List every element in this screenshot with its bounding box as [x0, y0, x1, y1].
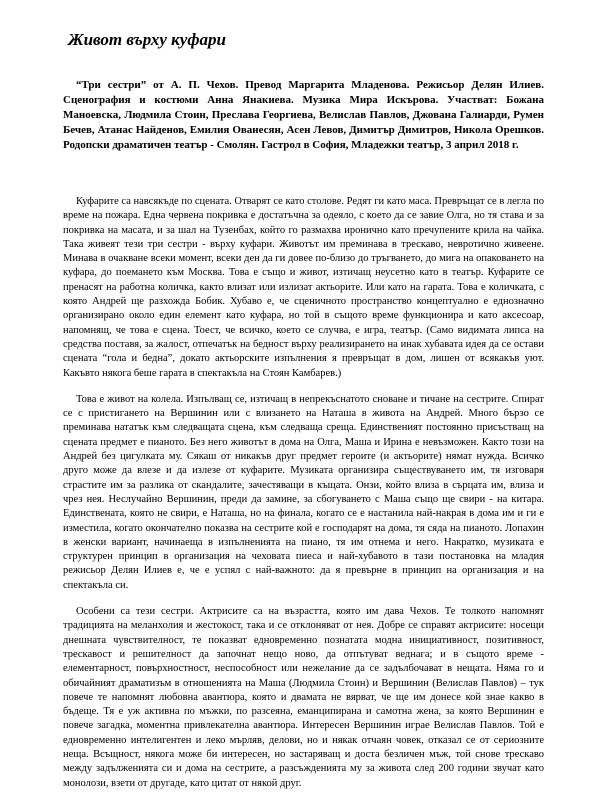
paragraph-2: Това е живот на колела. Изпълващ се, изтичащ в непрекъснатото сноване и тичане на сестрите. Спират се с пристигането на Вершинин или с влизането на Наташа в живота на Андрей. Много бързо се преминава нататък към следващата сцена, към следваща среща. Единственият постоянно присъстващ на сцената предмет е пианото. Без него животът в дома на Олга, Маша и Ирина е невъзможен. Както този на Андрей без цигулката му. Сякаш от никакъв друг предмет героите (и актьорите) нямат нужда. Всичко друго може да влезе и да излезе от куфарите. Музиката организира съществуването им, тя изговаря страстите им за разлика от скандалите, зачестяващи в къщата. Онзи, който влиза в сърцата им, влиза и чрез нея. Неслучайно Вершинин, преди да замине, за сбогуването с Маша също ще свири - на китара. Единствената, която не свири, е Наташа, но на финала, когато се е настанила най-накрая в дома им и ги е изместила, когато окончателно показва на сестрите кой е господарят на дома, тя сяда на пианото. Лопахин в женски вариант, начинаеща в изпълненията на пиано, тя им отнема и него. Накратко, музиката е структурен принцип в организация на чеховата пиеса и най-хубавото в тази постановка на младия режисьор Делян Илиев е, че е успял с най-важното: да я превърне в принцип на организация и на спектакъла си.: [63, 393, 544, 591]
article-title: Живот върху куфари: [68, 30, 226, 49]
production-credits: “Три сестри” от А. П. Чехов. Превод Маргарита Младенова. Режисьор Делян Илиев. Сценография и костюми Анна Янакиева. Музика Мира Искърова. Участват: Божана Маноевска, Людмила Стоин, Преслава Георгиева, Велислав Павлов, Джована Галиарди, Румен Бечев, Атанас Найденов, Емилия Ованесян, Асен Левов, Димитър Димитров, Никола Орешков. Родопски драматичен театър - Смолян. Гастрол в София, Младежки театър, 3 април 2018 г.: [63, 79, 544, 151]
paragraph-1: Куфарите са навсякъде по сцената. Отварят се като столове. Редят ги като маса. Превръщат се в легла по време на пожара. Една червена покривка е достатъчна за одеяло, с което да се завие Олга, но тя става и за покривка на масата, и за шал на Тузенбах, който го размахва иронично като пречупените крила на чайка. Така живеят тези три сестри - върху куфари. Животът им преминава в трескаво, невротично живеене. Минава в очакване всеки момент, всеки ден да ги довее по-близо до тръгването, до мига на опаковането на куфара, до поемането към Москва. Това е също и живот, изтичащ неусетно като в театър. Куфарите се пренасят на работна количка, както влизат или излизат актьорите. Или като на гарата. Това е количката, с която Андрей ще разхожда Бобик. Хубаво е, че сценичното пространство концептуално е еднозначно организирано около един елемент като куфара, но той в същото време функционира и като аксесоар, напомнящ, че това е сцена. Тоест, че всичко, което се случва, е игра, театър. (Само видимата липса на средства поставя, за жалост, отпечатък на бедност върху реализирането на инак хубавата идея да се остави сцената “гола и бедна”, докато актьорските изпълнения я превръщат в дом, лишен от всякакъв уют. Какъвто някога беше гарата в спектакъла на Стоян Камбарев.): [63, 196, 544, 379]
paragraph-3: Особени са тези сестри. Актрисите са на възрастта, която им дава Чехов. Те толкото напомнят традицията на меланхолия и жестокост, така и се отклоняват от нея. Добре се справят актрисите: носещи днешната чувствителност, те показват едновременно познатата модна инициативност, позитивност, трескавост и решителност да започнат нещо ново, да отпътуват веднага; и в същото време - елементарност, повърхностност, неспособност или нежелание да се задълбочават в нещата. Няма го и обичайният драматизъм в отношенията на Маша (Людмила Стоин) и Вершинин (Велислав Павлов) – тук повече те напомнят любовна авантюра, която и двамата не вярват, че ще им донесе кой знае какво в бъдеще. Тя е уж активна по мъжки, по разсеяна, еманципирана и самотна жена, за която Вершинин е повече загадка, моментна привлекателна авантюра. Интересен Вершинин играе Велислав Павлов. Той е едновременно интелигентен и леко мърляв, делови, но и някак отчаян човек, отказал се от сериозните неща. Всъщност, някога може би интересен, но застаряващ и доста безличен мъж, той снове трескаво между задълженията си и дома на сестрите, а разсъжденията му за живота след 200 години звучат като монолози, взети от другаде, като цитат от някой друг.: [63, 606, 544, 789]
article-body: [63, 195, 544, 803]
